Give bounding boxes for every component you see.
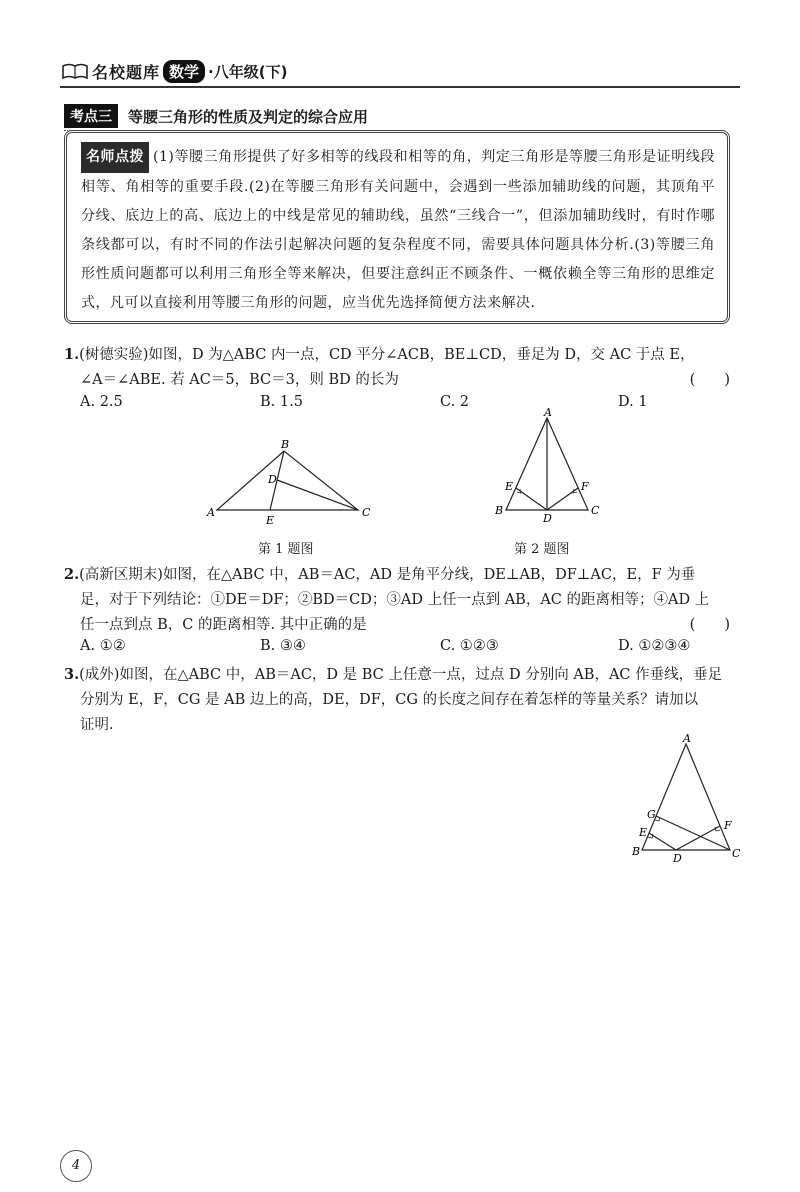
- section-tag: 考点三: [64, 104, 118, 128]
- option-a: A. ①②: [80, 638, 126, 654]
- answer-blank: ( ): [689, 617, 730, 633]
- label-f: F: [581, 480, 589, 493]
- option-d: D. 1: [618, 394, 648, 410]
- label-c: C: [732, 847, 741, 860]
- question-1-line-1: [64, 342, 730, 368]
- label-a: A: [544, 408, 552, 419]
- figure-3-diagram: [628, 732, 746, 866]
- grade-label: ·八年级(下): [208, 62, 288, 81]
- brand-name: 名校题库: [92, 62, 161, 82]
- option-c: C. ①②③: [440, 638, 499, 654]
- question-number: 2.: [64, 566, 80, 583]
- label-c: C: [591, 504, 600, 517]
- question-3-line-2: [64, 688, 730, 713]
- figure-1-caption: 第 1 题图: [258, 542, 314, 557]
- question-number: 1.: [64, 346, 80, 363]
- label-d: D: [543, 512, 552, 525]
- subject-badge: 数学: [163, 60, 205, 83]
- tips-text: [81, 142, 715, 318]
- question-source: (树德实验): [79, 347, 149, 363]
- question-text: 如图，在△ABC 中，AB＝AC，D 是 BC 上任意一点，过点 D 分别向 AB，AC 作垂线，垂足: [119, 667, 723, 683]
- question-source: (高新区期末): [79, 567, 163, 583]
- question-text: 如图，D 为△ABC 内一点，CD 平分∠ACB，BE⊥CD，垂足为 D，交 AC 于点 E，: [148, 347, 695, 363]
- label-d: D: [268, 473, 277, 486]
- question-2-line-1: [64, 562, 730, 588]
- label-a: A: [207, 506, 215, 519]
- question-3-line-1: [64, 662, 730, 688]
- figure-2-diagram: [492, 408, 604, 530]
- question-2-line-2: [64, 588, 730, 613]
- question-text: 如图，在△ABC 中，AB＝AC，AD 是角平分线，DE⊥AB，DF⊥AC，E，F 为垂: [162, 567, 696, 583]
- answer-blank: ( ): [689, 372, 730, 388]
- segment-de: [649, 833, 676, 850]
- triangle-abc: [217, 451, 358, 510]
- page-number: 4: [60, 1150, 92, 1182]
- label-d: D: [673, 852, 682, 865]
- label-a: A: [683, 732, 691, 745]
- tips-badge: 名师点拨: [81, 142, 149, 173]
- label-b: B: [632, 845, 641, 858]
- label-f: F: [724, 819, 732, 832]
- question-text: 证明.: [80, 717, 114, 733]
- label-b: B: [281, 438, 290, 451]
- question-2: [64, 562, 730, 638]
- option-c: C. 2: [440, 394, 470, 410]
- option-d: D. ①②③④: [618, 638, 691, 654]
- question-text: 分别为 E，F，CG 是 AB 边上的高，DE，DF，CG 的长度之间存在着怎样的等量关系？请加以: [80, 692, 699, 708]
- label-e: E: [505, 480, 514, 493]
- question-text: 任一点到点 B，C 的距离相等. 其中正确的是: [80, 617, 367, 633]
- question-text: 足，对于下列结论：①DE＝DF；②BD＝CD；③AD 上任一点到 AB，AC 的距离相等；④AD 上: [80, 592, 710, 608]
- header-rule: [60, 86, 740, 88]
- label-b: B: [495, 504, 504, 517]
- label-e: E: [266, 514, 275, 527]
- segment-df: [676, 826, 720, 850]
- label-c: C: [362, 506, 371, 519]
- section-heading: [64, 104, 404, 131]
- question-1-options: [80, 390, 730, 414]
- running-header: [62, 58, 287, 84]
- book-logo-icon: [62, 62, 88, 80]
- option-a: A. 2.5: [80, 394, 123, 410]
- question-source: (成外): [79, 667, 120, 683]
- tips-body: (1)等腰三角形提供了好多相等的线段和相等的角，判定三角形是等腰三角形是证明线段相等、角相等的重要手段.(2)在等腰三角形有关问题中，会遇到一些添加辅助线的问题，其顶角平分线、底边上的高、底边上的中线是常见的辅助线，虽然“三线合一”，但添加辅助线时，有时作哪条线都可以，有时不同的作法引起解决问题的复杂程度不同，需要具体问题具体分析.(3)等腰三角形性质问题都可以利用三角形全等来解决，但要注意纠正不顾条件、一概依赖全等三角形的思维定式，凡可以直接利用等腰三角形的问题，应当优先选择简便方法来解决.: [81, 149, 715, 311]
- triangle-abc: [642, 744, 730, 850]
- label-g: G: [647, 808, 656, 821]
- section-title: 等腰三角形的性质及判定的综合应用: [128, 107, 369, 126]
- question-2-options: [80, 634, 730, 658]
- teacher-tips-box: [64, 130, 730, 324]
- segment-cd: [277, 480, 358, 510]
- question-1: [64, 342, 730, 393]
- question-text: ∠A＝∠ABE. 若 AC＝5，BC＝3，则 BD 的长为: [80, 372, 399, 388]
- option-b: B. ③④: [260, 638, 306, 654]
- question-number: 3.: [64, 666, 80, 683]
- figure-2-caption: 第 2 题图: [514, 542, 570, 557]
- label-e: E: [639, 826, 648, 839]
- option-b: B. 1.5: [260, 394, 303, 410]
- question-3: [64, 662, 730, 738]
- figure-1-diagram: [200, 436, 380, 536]
